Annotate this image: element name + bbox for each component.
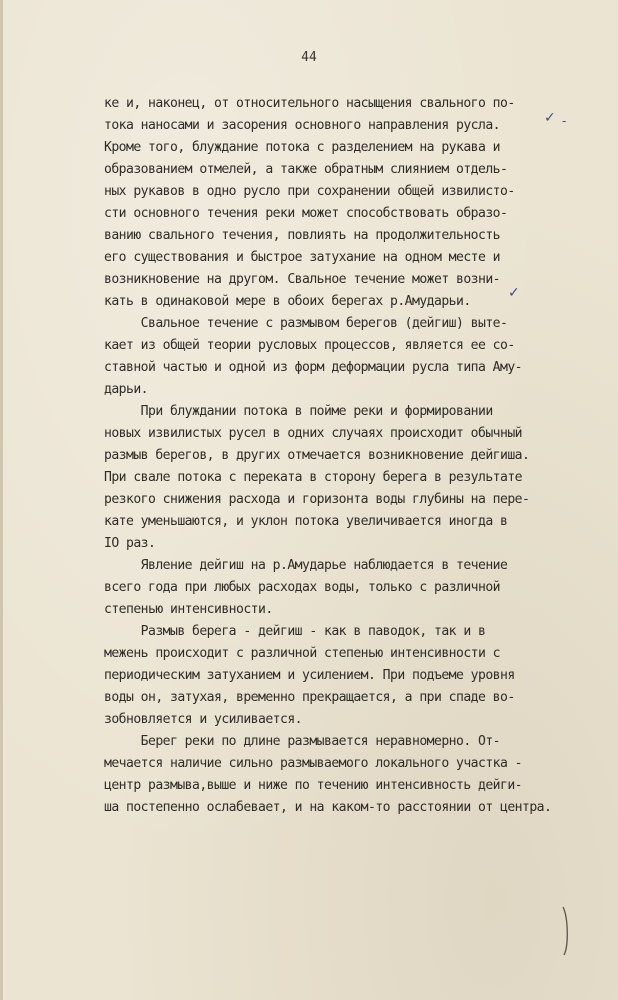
text-line: всего года при любых расходах воды, только с различной: [104, 580, 500, 595]
page-number: 44: [301, 50, 317, 65]
text-line: тока наносами и засорения основного направления русла.: [104, 118, 500, 133]
pencil-check-icon: ✓: [508, 285, 520, 301]
text-line: новых извилистых русел в одних случаях происходит обычный: [104, 426, 522, 441]
text-line: резкого снижения расхода и горизонта воды глубины на пере-: [104, 492, 530, 507]
text-line: Кроме того, блуждание потока с разделением на рукава и: [104, 140, 500, 155]
text-line: кает из общей теории русловых процессов, является ее со-: [104, 338, 515, 353]
text-line: его существования и быстрое затухание на одном месте и: [104, 250, 500, 265]
text-line: образованием отмелей, а также обратным слиянием отдель-: [104, 162, 508, 177]
text-line: Берег реки по длине размывается неравномерно. От-: [104, 734, 500, 749]
text-line: зобновляется и усиливается.: [104, 712, 302, 727]
text-line: возникновение на другом. Свальное течение может возни-: [104, 272, 500, 287]
text-line: мечается наличие сильно размываемого локального участка -: [104, 756, 522, 771]
text-line: Свальное течение с размывом берегов (дейгиш) выте-: [104, 316, 508, 331]
text-line: размыв берегов, в других отмечается возникновение дейгиша.: [104, 448, 530, 463]
text-line: периодическим затуханием и усилением. При подъеме уровня: [104, 668, 515, 683]
body-text: [104, 93, 614, 819]
text-line: межень происходит с различной степенью интенсивности с: [104, 646, 500, 661]
text-line: кате уменьшаются, и уклон потока увеличивается иногда в: [104, 514, 508, 529]
text-line: ке и, наконец, от относительного насыщения свального по-: [104, 96, 515, 111]
pencil-bracket-icon: [560, 905, 572, 957]
text-line: При блуждании потока в пойме реки и формировании: [104, 404, 493, 419]
text-line: ных рукавов в одно русло при сохранении общей извилисто-: [104, 184, 515, 199]
text-line: кать в одинаковой мере в обоих берегах р.Амударьи.: [104, 294, 471, 309]
pencil-dash-icon: -: [562, 114, 567, 128]
text-line: IO раз.: [104, 536, 156, 551]
page-edge: [0, 0, 3, 1000]
text-line: Явление дейгиш на р.Амударье наблюдается в течение: [104, 558, 508, 573]
text-line: ша постепенно ослабевает, и на каком-то расстоянии от центра.: [104, 800, 552, 815]
text-line: Размыв берега - дейгиш - как в паводок, так и в: [104, 624, 486, 639]
text-line: степенью интенсивности.: [104, 602, 273, 617]
text-line: При свале потока с переката в сторону берега в результате: [104, 470, 522, 485]
text-line: сти основного течения реки может способствовать образо-: [104, 206, 508, 221]
text-line: ванию свального течения, повлиять на продолжительность: [104, 228, 500, 243]
text-line: центр размыва,выше и ниже по течению интенсивность дейги-: [104, 778, 522, 793]
text-line: воды он, затухая, временно прекращается, а при спаде во-: [104, 690, 515, 705]
pencil-check-icon: ✓: [544, 110, 556, 126]
text-line: ставной частью и одной из форм деформации русла типа Аму-: [104, 360, 522, 375]
text-line: дарьи.: [104, 382, 148, 397]
